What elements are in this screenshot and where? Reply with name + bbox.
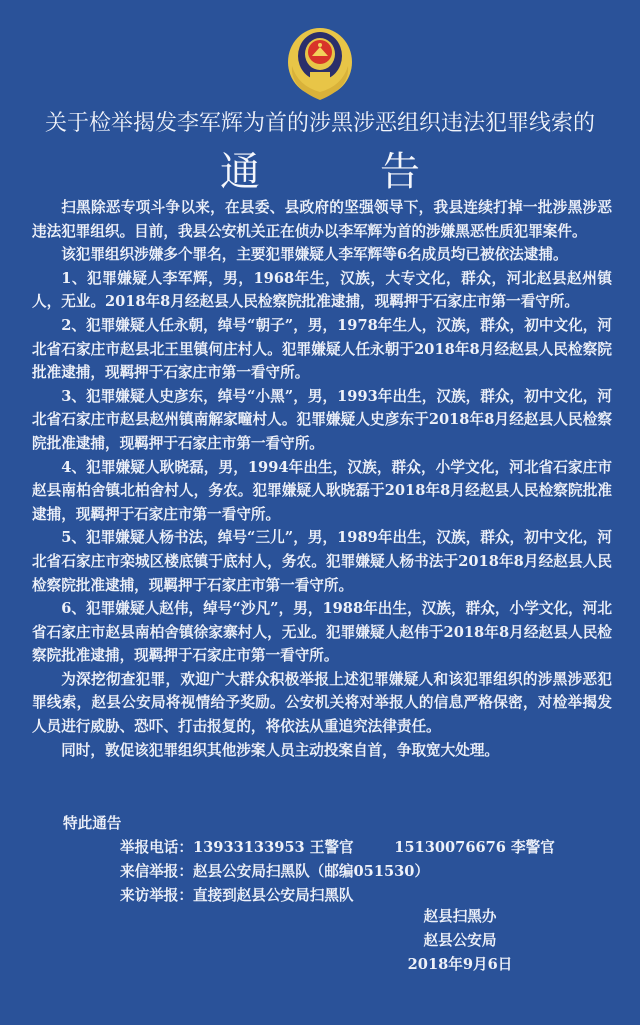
notice-body — [32, 196, 612, 762]
phone-number-1: 13933133953 — [192, 839, 305, 856]
paragraph-suspect-1: 1、犯罪嫌疑人李军辉，男，1968年生，汉族，大专文化，群众，河北赵县赵州镇人，无业。2018年8月经赵县人民检察院批准逮捕，现羁押于石家庄市第一看守所。 — [32, 269, 612, 311]
paragraph-suspect-2: 2、犯罪嫌疑人任永朝，绰号“朝子”，男，1978年生人，汉族，群众，初中文化，河北省石家庄市赵县北王里镇何庄村人。犯罪嫌疑人任永朝于2018年8月经赵县人民检察院批准逮捕，现羁押于石家庄市第一看守所。 — [32, 316, 612, 382]
police-badge-icon — [286, 26, 354, 102]
phone-row — [120, 836, 555, 860]
heading-char-1: 通 — [220, 149, 260, 195]
mail-row — [120, 860, 555, 884]
phone-number-2: 15130076676 — [394, 839, 506, 856]
signature-date: 2018年9月6日 — [407, 956, 513, 973]
phone-label: 举报电话： — [120, 839, 193, 856]
paragraph-suspect-5: 5、犯罪嫌疑人杨书法，绰号“三儿”，男，1989年出生，汉族，群众，初中文化，河北省石家庄市栾城区楼底镇于底村人，务农。犯罪嫌疑人杨书法于2018年8月经赵县人民检察院批准逮捕，现羁押于石家庄市第一看守所。 — [32, 529, 612, 594]
paragraph-suspect-4: 4、犯罪嫌疑人耿晓磊，男，1994年出生，汉族，群众，小学文化，河北省石家庄市赵县南柏舍镇北柏舍村人，务农。犯罪嫌疑人耿晓磊于2018年8月经赵县人民检察院批准逮捕，现羁押于石家庄市第一看守所。 — [32, 458, 612, 523]
signature-org-2: 赵县公安局 — [423, 932, 497, 949]
signature-org-1: 赵县扫黑办 — [423, 908, 497, 925]
paragraph-summary: 该犯罪组织涉嫌多个罪名，主要犯罪嫌疑人李军辉等6名成员均已被依法逮捕。 — [61, 246, 568, 264]
signature-block — [400, 905, 520, 977]
mail-value: 赵县公安局扫黑队（邮编051530） — [192, 863, 430, 880]
paragraph-surrender: 同时，敦促该犯罪组织其他涉案人员主动投案自首，争取宽大处理。 — [61, 741, 500, 759]
visit-value: 直接到赵县公安局扫黑队 — [192, 887, 354, 904]
notice-heading — [0, 140, 640, 197]
paragraph-suspect-3: 3、犯罪嫌疑人史彦东，绰号“小黑”，男，1993年出生，汉族，群众，初中文化，河北省石家庄市赵县赵州镇南解家疃村人。犯罪嫌疑人史彦东于2018年8月经赵县人民检察院批准逮捕，现羁押于石家庄市第一看守所。 — [32, 387, 612, 452]
visit-label: 来访举报： — [120, 887, 193, 904]
closing-text: 特此通告 — [63, 815, 122, 832]
paragraph-intro: 扫黑除恶专项斗争以来，在县委、县政府的坚强领导下，我县连续打掉一批涉黑涉恶违法犯罪组织。目前，我县公安机关正在侦办以李军辉为首的涉嫌黑恶性质犯罪案件。 — [32, 199, 612, 240]
paragraph-suspect-6: 6、犯罪嫌疑人赵伟，绰号“沙凡”，男，1988年出生，汉族，群众，小学文化，河北省石家庄市赵县南柏舍镇徐家寨村人，无业。犯罪嫌疑人赵伟于2018年8月经赵县人民检察院批准逮捕，现羁押于石家庄市第一看守所。 — [32, 600, 612, 665]
mail-label: 来信举报： — [120, 863, 193, 880]
notice-title: 关于检举揭发李军辉为首的涉黑涉恶组织违法犯罪线索的 — [44, 111, 595, 136]
heading-char-2: 告 — [380, 149, 420, 195]
officer-1: 王警官 — [309, 839, 354, 856]
paragraph-reward: 为深挖彻查犯罪，欢迎广大群众积极举报上述犯罪嫌疑人和该犯罪组织的涉黑涉恶犯罪线索，赵县公安局将视情给予奖励。公安机关将对举报人的信息严格保密，对检举揭发人员进行威胁、恐吓、打击报复的，将依法从重追究法律责任。 — [32, 670, 612, 736]
contact-info — [120, 836, 555, 908]
officer-2: 李警官 — [511, 839, 555, 856]
